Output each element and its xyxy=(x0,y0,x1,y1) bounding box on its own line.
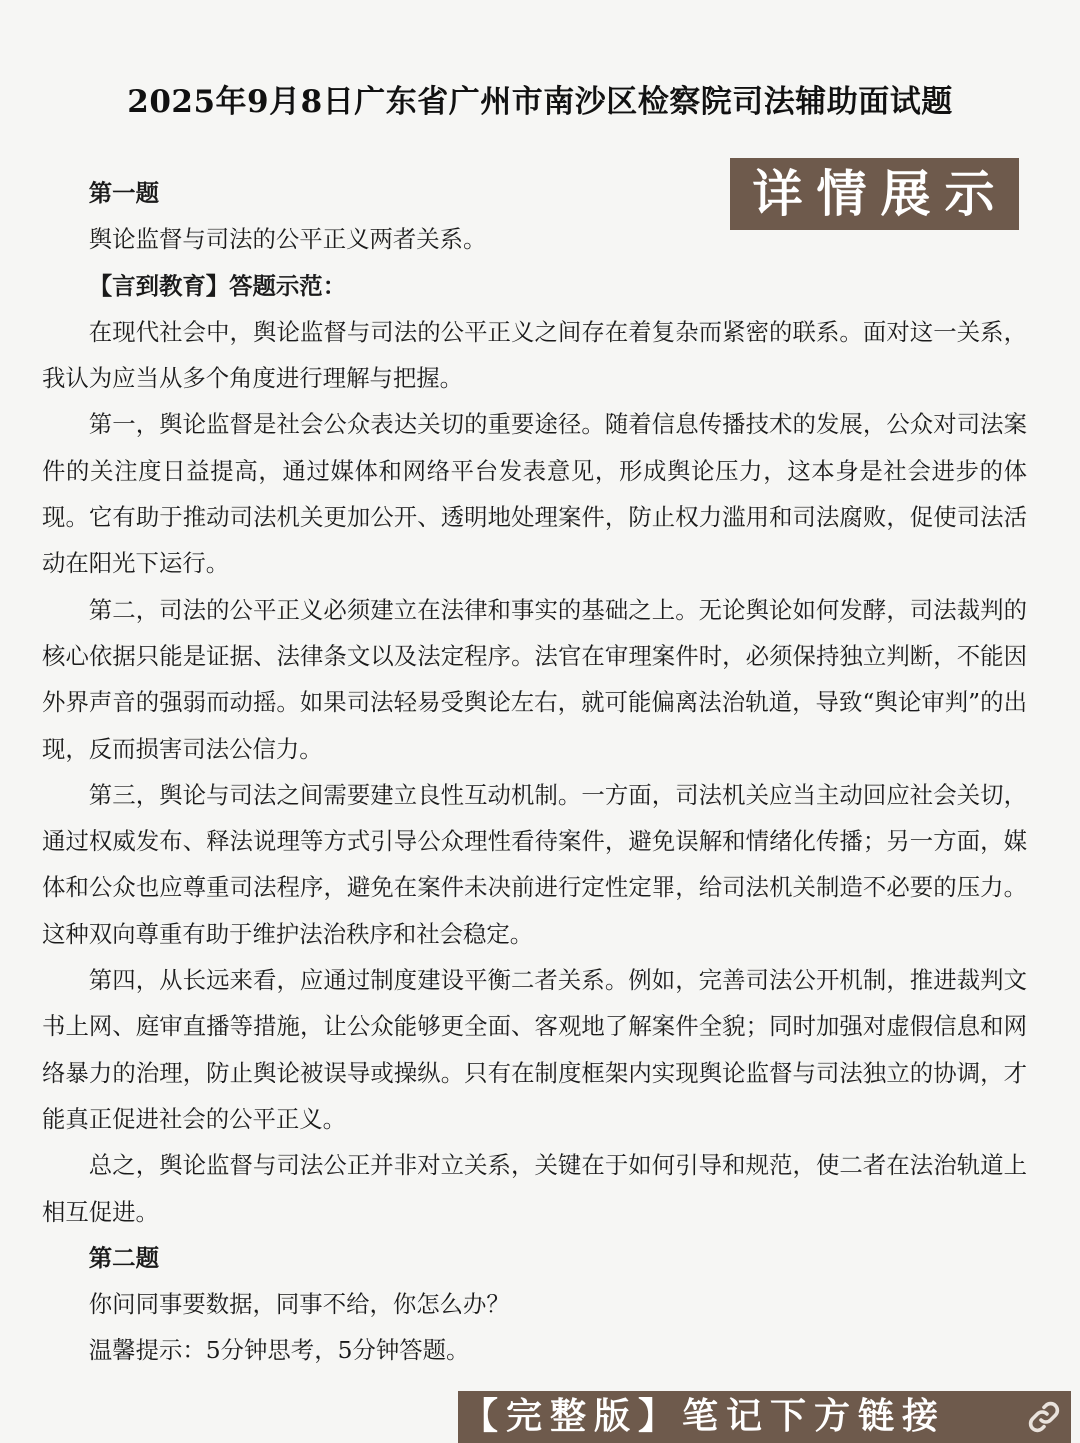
details-badge: 详情展示 xyxy=(730,158,1019,230)
question-2-tip: 温馨提示：5分钟思考，5分钟答题。 xyxy=(88,1336,470,1365)
answer-paragraph: 第四，从长远来看，应通过制度建设平衡二者关系。例如，完善司法公开机制，推进裁判文书上网、庭审直播等措施，让公众能够更全面、客观地了解案件全貌；同时加强对虚假信息和网络暴力的治理，防止舆论被误导或操纵。只有在制度框架内实现舆论监督与司法独立的协调，才能真正促进社会的公平正义。 xyxy=(42,966,1027,1133)
answer-paragraph: 在现代社会中，舆论监督与司法的公平正义之间存在着复杂而紧密的联系。面对这一关系，我认为应当从多个角度进行理解与把握。 xyxy=(42,317,1027,393)
question-2-heading: 第二题 xyxy=(88,1243,159,1272)
footer-banner-text: 【完整版】笔记下方链接 xyxy=(462,1396,947,1437)
answer-paragraph: 第三，舆论与司法之间需要建立良性互动机制。一方面，司法机关应当主动回应社会关切，通过权威发布、释法说理等方式引导公众理性看待案件，避免误解和情绪化传播；另一方面，媒体和公众也应尊重司法程序，避免在案件未决前进行定性定罪，给司法机关制造不必要的压力。这种双向尊重有助于维护法治秩序和社会稳定。 xyxy=(42,780,1027,948)
question-2-prompt: 你问同事要数据，同事不给，你怎么办？ xyxy=(88,1290,510,1319)
question-1-prompt: 舆论监督与司法的公平正义两者关系。 xyxy=(88,225,487,254)
page-title: 2025年9月8日广东省广州市南沙区检察院司法辅助面试题 xyxy=(127,84,953,120)
answer-paragraph: 第一，舆论监督是社会公众表达关切的重要途径。随着信息传播技术的发展，公众对司法案件的关注度日益提高，通过媒体和网络平台发表意见，形成舆论压力，这本身是社会进步的体现。它有助于推动司法机关更加公开、透明地处理案件，防止权力滥用和司法腐败，促使司法活动在阳光下运行。 xyxy=(42,410,1027,578)
footer-banner[interactable] xyxy=(458,1391,1071,1443)
article-body xyxy=(42,170,1027,1374)
link-icon xyxy=(1025,1399,1063,1435)
question-1-heading: 第一题 xyxy=(88,179,159,207)
answer-paragraph: 总之，舆论监督与司法公正并非对立关系，关键在于如何引导和规范，使二者在法治轨道上相互促进。 xyxy=(42,1151,1027,1226)
answer-heading: 【言到教育】答题示范： xyxy=(88,271,347,300)
answer-paragraph: 第二，司法的公平正义必须建立在法律和事实的基础之上。无论舆论如何发酵，司法裁判的核心依据只能是证据、法律条文以及法定程序。法官在审理案件时，必须保持独立判断，不能因外界声音的强弱而动摇。如果司法轻易受舆论左右，就可能偏离法治轨道，导致“舆论审判”的出现，反而损害司法公信力。 xyxy=(42,595,1027,763)
